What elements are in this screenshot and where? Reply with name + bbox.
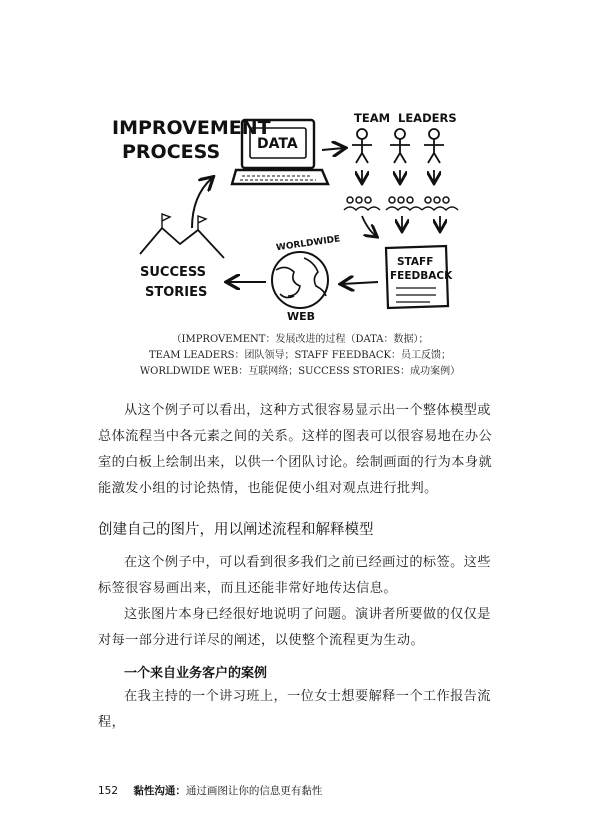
book-subtitle: 通过画图让你的信息更有黏性 — [185, 785, 323, 797]
paragraph-1: 从这个例子可以看出，这种方式很容易显示出一个整体模型或总体流程当中各元素之间的关系。这样的图表可以很容易地在办公室的白板上绘制出来，以供一个团队讨论。绘制画面的行为本身就能激发小组的讨论热情，也能促使小组对观点进行批判。 — [98, 403, 493, 496]
globe-icon — [272, 252, 328, 308]
caption-line-3: WORLDWIDE WEB：互联网络；SUCCESS STORIES：成功案例） — [139, 366, 461, 377]
success-label: SUCCESS — [140, 265, 207, 280]
page-footer — [98, 783, 322, 798]
leaders-label: LEADERS — [398, 111, 457, 125]
sketch-title-improvement: IMPROVEMENT — [112, 117, 271, 139]
paragraph-3: 这张图片本身已经很好地说明了问题。演讲者所要做的仅仅是对每一部分进行详尽的阐述，以使整个流程更为生动。 — [98, 607, 491, 648]
web-bottom-label: WEB — [287, 310, 316, 320]
subheading: 一个来自业务客户的案例 — [124, 666, 268, 681]
paragraph-2: 在这个例子中，可以看到很多我们之前已经画过的标签。这些标签很容易画出来，而且还能非常好地传达信息。 — [98, 555, 491, 596]
arrows-to-feedback — [362, 216, 440, 236]
process-sketch-illustration — [100, 100, 500, 320]
computer-screen-label: DATA — [257, 136, 298, 152]
sketch-title-process: PROCESS — [122, 141, 221, 163]
book-title: 黏性沟通： — [133, 785, 186, 797]
arrows-to-staff — [362, 170, 434, 182]
section-heading: 创建自己的图片，用以阐述流程和解释模型 — [98, 522, 374, 538]
stories-label: STORIES — [145, 285, 208, 300]
team-leaders-figures-icon — [352, 129, 444, 163]
arrow-to-team-leaders — [322, 148, 344, 150]
mountains-icon — [140, 214, 224, 258]
caption-line-2: TEAM LEADERS：团队领导；STAFF FEEDBACK：员工反馈； — [149, 350, 451, 361]
caption-line-1: （IMPROVEMENT：发展改进的过程（DATA：数据）； — [171, 334, 429, 345]
web-top-label: WORLDWIDE — [275, 234, 341, 254]
staff-label: STAFF — [397, 256, 434, 268]
staff-groups-icon — [344, 197, 458, 210]
arrow-to-web — [342, 282, 378, 284]
figure-caption — [60, 332, 540, 380]
paragraph-4: 在我主持的一个讲习班上，一位女士想要解释一个工作报告流程， — [98, 689, 491, 730]
team-label: TEAM — [354, 111, 391, 125]
feedback-label: FEEDBACK — [390, 270, 453, 282]
page-number: 152 — [98, 785, 119, 797]
